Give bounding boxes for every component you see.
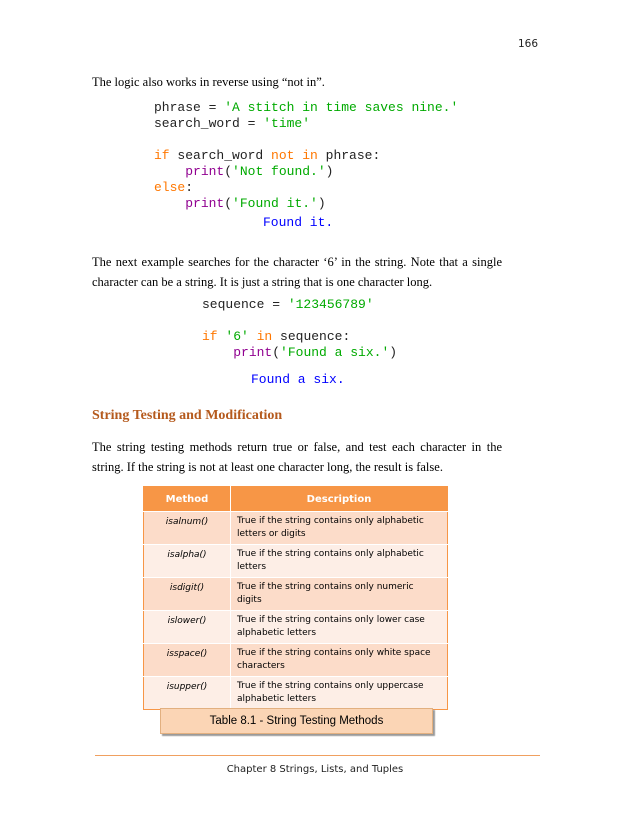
code-output-1: Found it.: [263, 215, 334, 230]
section-heading: String Testing and Modification: [92, 408, 283, 423]
footer-divider: [95, 755, 540, 756]
table-row: [144, 545, 448, 578]
description-cell: True if the string contains only alphabetic letters: [231, 545, 448, 578]
description-cell: True if the string contains only alphabetic letters or digits: [231, 512, 448, 545]
table-row: [144, 578, 448, 611]
method-cell: isupper(): [144, 677, 231, 710]
intro-paragraph: The logic also works in reverse using “not in”.: [92, 75, 325, 89]
table-row: [144, 644, 448, 677]
table-row: [144, 611, 448, 644]
description-cell: True if the string contains only lower case alphabetic letters: [231, 611, 448, 644]
table-header-row: [144, 487, 448, 512]
method-cell: isspace(): [144, 644, 231, 677]
table-row: [144, 677, 448, 710]
string-methods-table: [143, 486, 448, 710]
chapter-footer: Chapter 8 Strings, Lists, and Tuples: [226, 764, 404, 775]
method-cell: islower(): [144, 611, 231, 644]
paragraph-2: The next example searches for the character ‘6’ in the string. Note that a single character can be a string. It is just a string that is one character long.: [92, 255, 502, 289]
header-method: Method: [144, 487, 231, 512]
header-description: Description: [231, 487, 448, 512]
method-cell: isalpha(): [144, 545, 231, 578]
code-output-2: Found a six.: [251, 372, 345, 387]
table-row: [144, 512, 448, 545]
code-block-2: sequence = '123456789' if '6' in sequence: print('Found a six.'): [202, 297, 398, 360]
description-cell: True if the string contains only uppercase alphabetic letters: [231, 677, 448, 710]
page-number: 166: [517, 38, 538, 50]
code-block-1: phrase = 'A stitch in time saves nine.' search_word = 'time' if search_word not in phrase: print('Not found.') else: print('Found it.'): [154, 100, 459, 211]
method-cell: isalnum(): [144, 512, 231, 545]
table-caption: Table 8.1 - String Testing Methods: [160, 708, 433, 734]
paragraph-3: The string testing methods return true or false, and test each character in the string. If the string is not at least one character long, the result is false.: [92, 440, 502, 474]
description-cell: True if the string contains only white space characters: [231, 644, 448, 677]
description-cell: True if the string contains only numeric digits: [231, 578, 448, 611]
method-cell: isdigit(): [144, 578, 231, 611]
